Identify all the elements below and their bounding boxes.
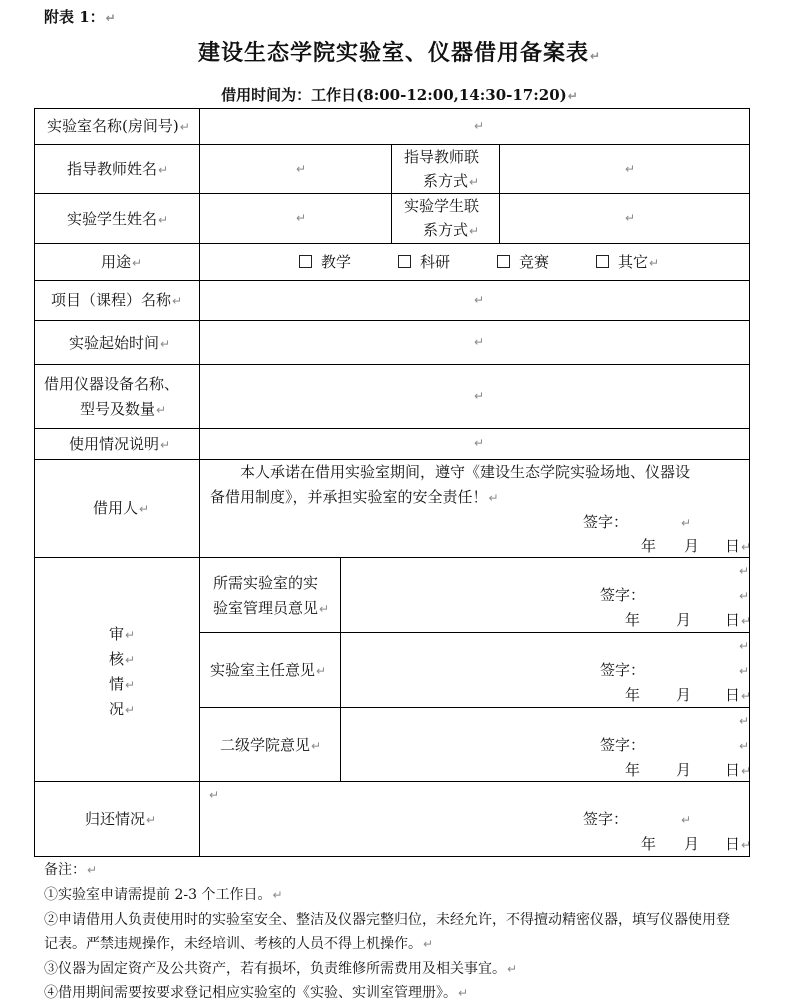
start-time-label-cell — [34, 320, 200, 365]
return-label-cell — [34, 781, 200, 857]
usage-label-cell — [34, 428, 200, 460]
usage-field[interactable]: ↵ — [199, 428, 750, 460]
student-name-label: 实验学生姓名↵ — [67, 210, 169, 228]
purpose-label-cell — [34, 243, 200, 281]
note-1: ①实验室申请需提前 2-3 个工作日。↵ — [44, 887, 283, 903]
notes-title: 备注：↵ — [44, 862, 98, 878]
lab-director-signature-label: 签字： — [600, 661, 646, 679]
review-char-1: 审↵ — [109, 625, 136, 643]
lab-manager-date-month: 月 — [676, 611, 692, 629]
start-time-label: 实验起始时间↵ — [69, 334, 171, 352]
teacher-contact-label-cell — [391, 144, 500, 194]
teacher-name-label-cell — [34, 144, 200, 194]
purpose-option-other[interactable]: 其它↵ — [596, 250, 659, 276]
lab-name-field[interactable]: ↵ — [199, 108, 750, 145]
lab-director-date-year: 年 — [625, 686, 641, 704]
paragraph-mark: ↵ — [589, 49, 602, 63]
teacher-name-label: 指导教师姓名↵ — [67, 160, 169, 178]
equipment-label-line2: 型号及数量↵ — [80, 400, 167, 418]
student-contact-label-line1: 实验学生联 — [404, 197, 480, 215]
start-time-field[interactable]: ↵ — [199, 320, 750, 365]
checkbox-icon — [497, 255, 510, 268]
lab-director-date-day: 日↵ — [725, 686, 752, 704]
paragraph-mark: ↵ — [567, 89, 578, 103]
return-status-label: 归还情况↵ — [85, 810, 157, 828]
borrower-promise-cell: 本人承诺在借用实验室期间，遵守《建设生态学院实验场地、仪器设 备借用制度》，并承担实验室的安全责任！↵ 签字： ↵ 年 月 日↵ — [199, 459, 750, 558]
lab-manager-label-line1: 所需实验室的实 — [213, 574, 319, 592]
project-name-label-cell — [34, 280, 200, 321]
lab-director-label-cell — [199, 632, 341, 708]
lab-name-label-cell — [34, 108, 200, 145]
paragraph-mark: ↵ — [105, 11, 116, 25]
return-date-year: 年 — [641, 835, 657, 853]
purpose-options — [199, 243, 750, 281]
borrow-time-note: 借用时间为：工作日(8:00-12:00,14:30-17:20)↵ — [221, 86, 578, 104]
promise-text-line2: 备借用制度》，并承担实验室的安全责任！↵ — [210, 488, 499, 506]
student-name-field[interactable]: ↵ — [199, 193, 392, 244]
lab-director-date-month: 月 — [676, 686, 692, 704]
borrower-date-day: 日↵ — [725, 537, 752, 555]
college-signature-label: 签字： — [600, 736, 646, 754]
college-date-year: 年 — [625, 761, 641, 779]
college-opinion-field[interactable]: ↵ 签字： ↵ 年 月 日↵ — [340, 707, 750, 782]
teacher-contact-field[interactable]: ↵ — [499, 144, 750, 194]
checkbox-icon — [299, 255, 312, 268]
note-4: ④借用期间需要按要求登记相应实验室的《实验、实训室管理册》。↵ — [44, 985, 469, 1001]
usage-label: 使用情况说明↵ — [69, 435, 171, 453]
borrower-label-cell — [34, 459, 200, 558]
form-title: 建设生态学院实验室、仪器借用备案表↵ — [197, 40, 602, 66]
student-contact-label-line2: 系方式↵ — [423, 221, 480, 239]
return-date-month: 月 — [684, 835, 700, 853]
purpose-option-competition[interactable]: 竞赛 — [497, 250, 549, 275]
college-date-month: 月 — [676, 761, 692, 779]
lab-manager-label-line2: 验室管理员意见↵ — [213, 599, 330, 617]
student-contact-field[interactable]: ↵ — [499, 193, 750, 244]
note-2-line1: ②申请借用人负责使用时的实验室安全、整洁及仪器完整归位，未经允许，不得擅动精密仪器，填写仪器使用登 — [44, 912, 730, 928]
equipment-label-cell — [34, 364, 200, 429]
lab-manager-date-year: 年 — [625, 611, 641, 629]
borrower-signature-label: 签字： — [583, 513, 629, 531]
return-date-day: 日↵ — [725, 835, 752, 853]
student-name-label-cell — [34, 193, 200, 244]
teacher-contact-label-line1: 指导教师联 — [404, 148, 480, 166]
teacher-name-field[interactable]: ↵ — [199, 144, 392, 194]
equipment-field[interactable]: ↵ — [199, 364, 750, 429]
lab-manager-date-day: 日↵ — [725, 611, 752, 629]
project-name-field[interactable]: ↵ — [199, 280, 750, 321]
borrower-label: 借用人↵ — [93, 499, 150, 517]
review-label-cell — [34, 557, 200, 782]
note-2-line2: 记表。严禁违规操作，未经培训、考核的人员不得上机操作。↵ — [44, 936, 434, 952]
college-date-day: 日↵ — [725, 761, 752, 779]
checkbox-icon — [596, 255, 609, 268]
college-label: 二级学院意见↵ — [220, 736, 322, 754]
student-contact-label-cell — [391, 193, 500, 244]
promise-text-line1: 本人承诺在借用实验室期间，遵守《建设生态学院实验场地、仪器设 — [240, 463, 691, 481]
lab-manager-opinion-field[interactable]: ↵ 签字： ↵ 年 月 日↵ — [340, 557, 750, 633]
college-label-cell — [199, 707, 341, 782]
lab-name-label: 实验室名称(房间号)↵ — [47, 117, 190, 135]
borrower-date-year: 年 — [641, 537, 657, 555]
lab-manager-signature-label: 签字： — [600, 586, 646, 604]
borrower-date-month: 月 — [684, 537, 700, 555]
review-char-3: 情↵ — [109, 675, 136, 693]
project-name-label: 项目（课程）名称↵ — [51, 291, 183, 309]
review-char-4: 况↵ — [109, 700, 136, 718]
return-status-field[interactable]: ↵ 签字： ↵ 年 月 日↵ — [199, 781, 750, 857]
return-signature-label: 签字： — [583, 810, 629, 828]
purpose-option-research[interactable]: 科研 — [398, 250, 450, 275]
purpose-option-teaching[interactable]: 教学 — [299, 250, 351, 275]
checkbox-icon — [398, 255, 411, 268]
lab-director-opinion-field[interactable]: ↵ 签字： ↵ 年 月 日↵ — [340, 632, 750, 708]
purpose-label: 用途↵ — [101, 253, 143, 271]
note-3: ③仪器为固定资产及公共资产，若有损坏，负责维修所需费用及相关事宜。↵ — [44, 961, 518, 977]
review-char-2: 核↵ — [109, 650, 136, 668]
lab-manager-label-cell — [199, 557, 341, 633]
appendix-label: 附表 1：↵ — [44, 8, 116, 26]
teacher-contact-label-line2: 系方式↵ — [423, 172, 480, 190]
lab-director-label: 实验室主任意见↵ — [210, 661, 327, 679]
equipment-label-line1: 借用仪器设备名称、 — [44, 375, 180, 393]
